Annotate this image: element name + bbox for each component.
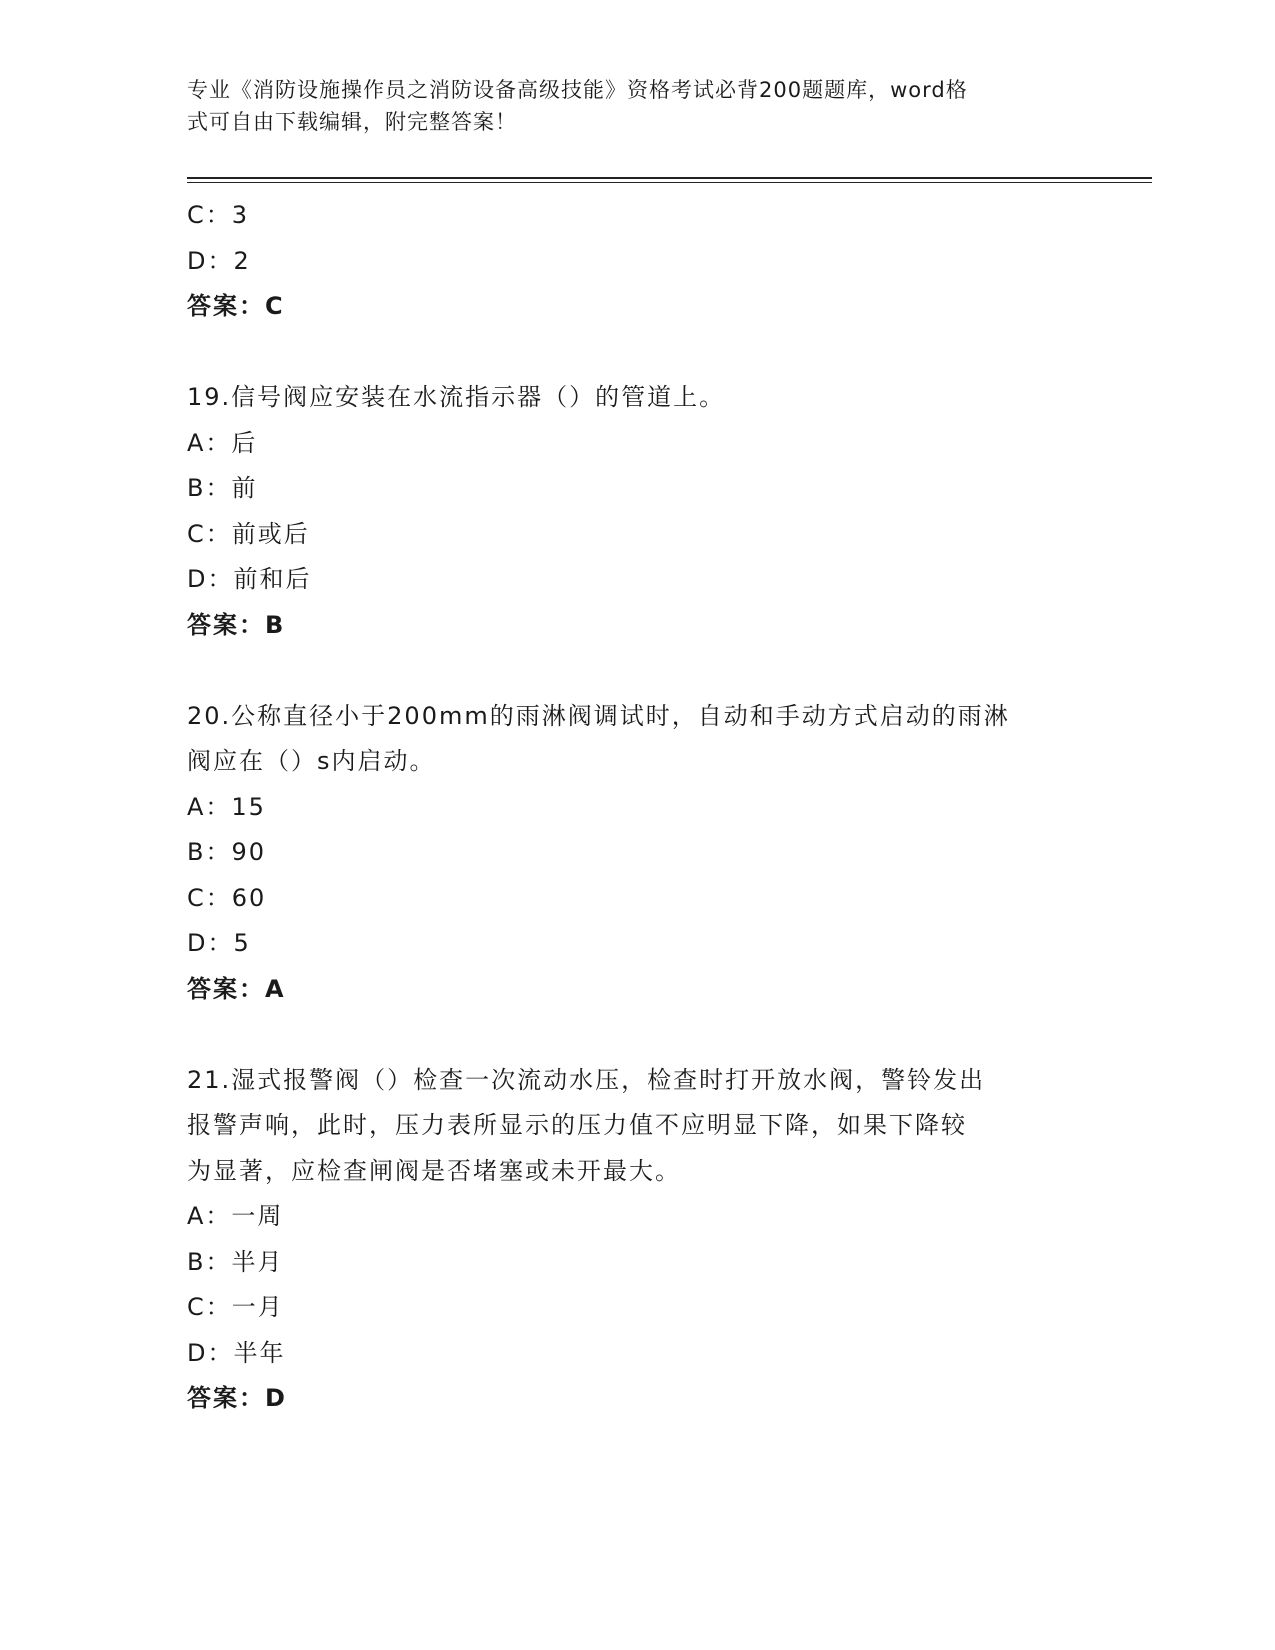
- option-c: C：一月: [187, 1293, 284, 1321]
- prev-question: [187, 193, 1087, 330]
- option-a: A：后: [187, 428, 258, 457]
- option-b: B：前: [187, 474, 258, 502]
- answer-line: 答案：C: [187, 292, 285, 320]
- answer-line: 答案：A: [187, 974, 286, 1003]
- spacer: [187, 330, 1087, 376]
- document-header: [187, 74, 1067, 138]
- question-text: 20.公称直径小于200mm的雨淋阀调试时，自动和手动方式启动的雨淋: [187, 701, 1010, 730]
- spacer: [187, 1012, 1087, 1058]
- header-line-1: 专业《消防设施操作员之消防设备高级技能》资格考试必背200题题库，word格: [187, 78, 968, 102]
- answer-line: 答案：D: [187, 1384, 287, 1412]
- header-divider: [187, 177, 1152, 183]
- question-text: 报警声响，此时，压力表所显示的压力值不应明显下降，如果下降较: [187, 1111, 967, 1139]
- question-text: 19.信号阀应安装在水流指示器（）的管道上。: [187, 383, 726, 411]
- option-a: A：15: [187, 792, 266, 821]
- option-c: C：60: [187, 883, 267, 912]
- option-d: D：5: [187, 929, 251, 957]
- answer-line: 答案：B: [187, 610, 286, 639]
- option-d: D：前和后: [187, 565, 312, 593]
- option-d: D：2: [187, 246, 251, 275]
- option-d: D：半年: [187, 1338, 286, 1367]
- spacer: [187, 648, 1087, 694]
- question-20: [187, 694, 1087, 1013]
- question-19: [187, 375, 1087, 648]
- question-21: [187, 1058, 1087, 1422]
- question-list: [187, 193, 1087, 1422]
- option-c: C：前或后: [187, 519, 310, 548]
- question-text: 阀应在（）s内启动。: [187, 747, 436, 775]
- option-a: A：一周: [187, 1202, 284, 1230]
- option-b: B：半月: [187, 1247, 284, 1276]
- header-line-2: 式可自由下载编辑，附完整答案！: [187, 110, 517, 134]
- option-c: C：3: [187, 201, 250, 229]
- option-b: B：90: [187, 838, 267, 866]
- question-text: 21.湿式报警阀（）检查一次流动水压，检查时打开放水阀，警铃发出: [187, 1065, 986, 1094]
- question-text: 为显著，应检查闸阀是否堵塞或未开最大。: [187, 1156, 681, 1185]
